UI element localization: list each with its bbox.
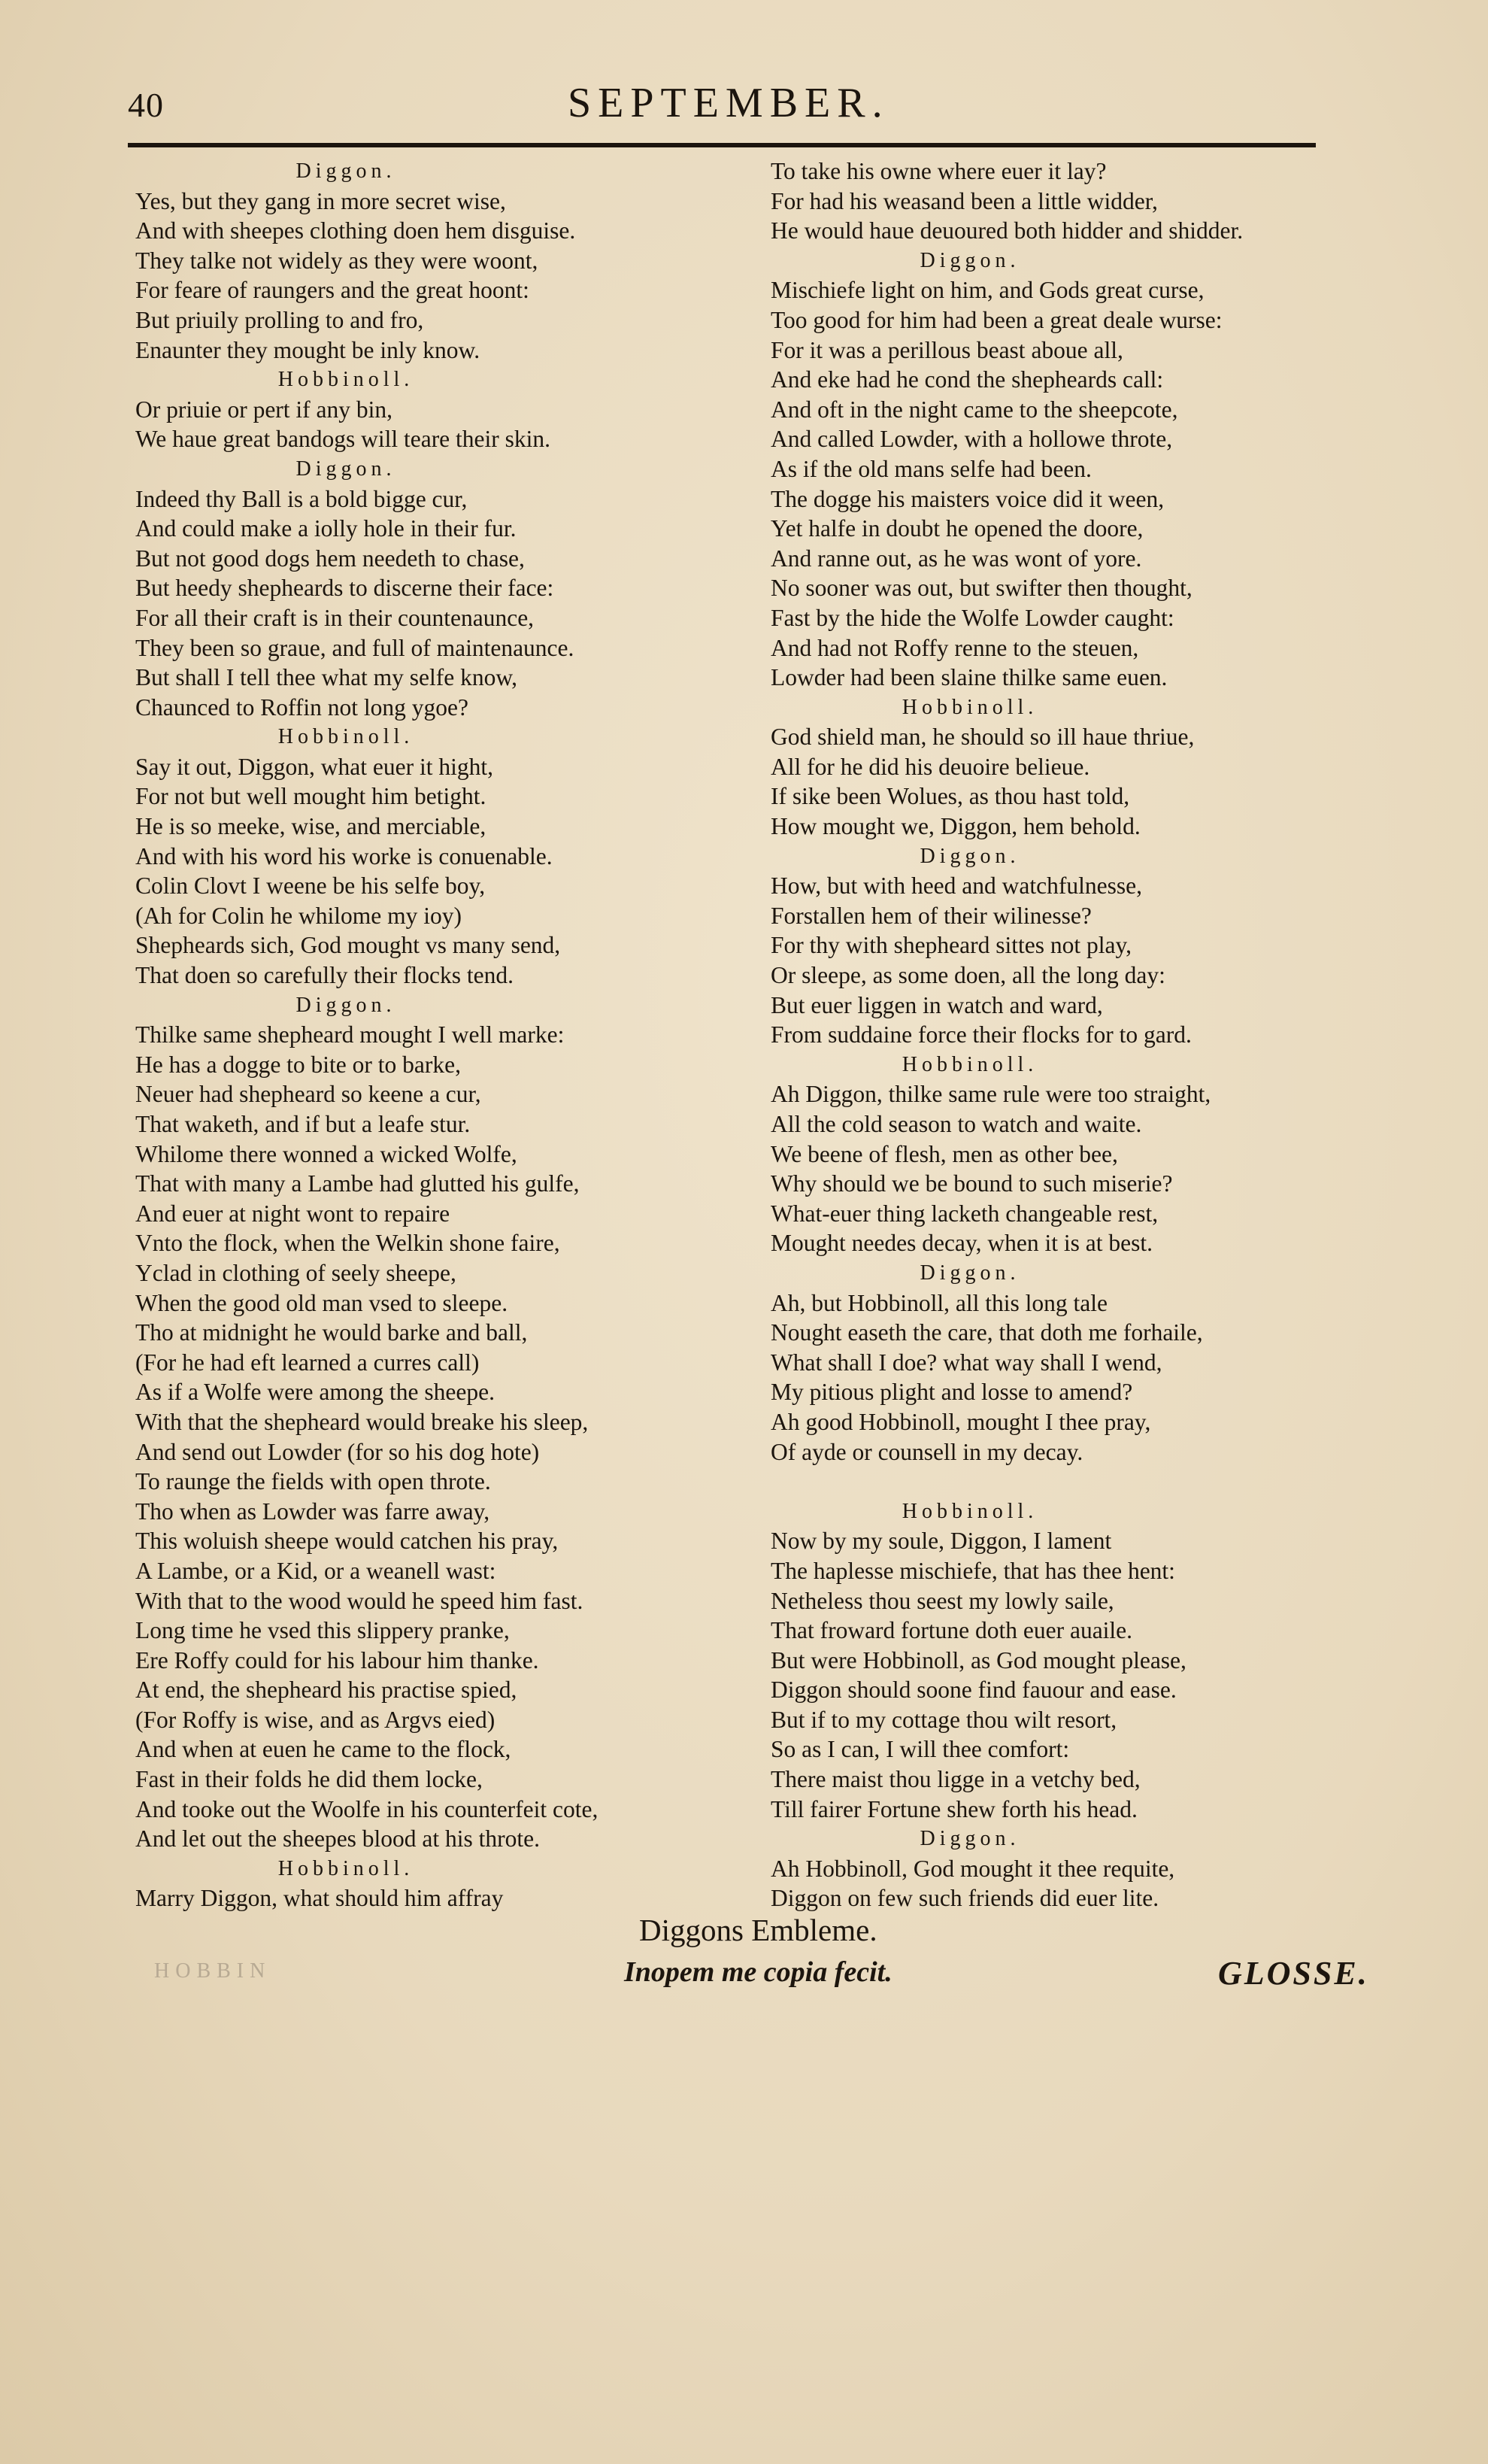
verse-line: Diggon should soone find fauour and ease. <box>771 1677 1177 1704</box>
verse-line: There maist thou ligge in a vetchy bed, <box>771 1766 1141 1793</box>
verse-line: For thy with shepheard sittes not play, <box>771 932 1132 959</box>
verse-line: Shepheards sich, God mought vs many send, <box>135 932 561 959</box>
verse-line: And tooke out the Woolfe in his counterfeit cote, <box>135 1795 599 1822</box>
verse-line: Of ayde or counsell in my decay. <box>771 1438 1083 1465</box>
verse-line: Nought easeth the care, that doth me forhaile, <box>771 1319 1203 1346</box>
verse-line: Lowder had been slaine thilke same euen. <box>771 664 1168 691</box>
verse-line: And with his word his worke is conuenable. <box>135 842 553 869</box>
emblem-motto: Inopem me copia fecit. <box>624 1956 892 1988</box>
verse-line: My pitious plight and losse to amend? <box>771 1379 1133 1406</box>
verse-line: Ah, but Hobbinoll, all this long tale <box>771 1289 1108 1316</box>
verse-line: Ah Hobbinoll, God mought it thee requite, <box>771 1855 1175 1882</box>
verse-line: And called Lowder, with a hollowe throte, <box>771 426 1173 453</box>
verse-line: They been so graue, and full of maintenaunce. <box>135 634 574 661</box>
verse-line: Say it out, Diggon, what euer it hight, <box>135 753 493 780</box>
verse-line: (For Roffy is wise, and as Argvs eied) <box>135 1706 495 1733</box>
verse-line: (Ah for Colin he whilome my ioy) <box>135 902 462 929</box>
verse-line: We beene of flesh, men as other bee, <box>771 1140 1118 1167</box>
verse-line: For not but well mought him betight. <box>135 783 486 810</box>
verse-line: All for he did his deuoire belieue. <box>771 753 1090 780</box>
verse-line: To take his owne where euer it lay? <box>771 158 1107 184</box>
verse-line: Forstallen hem of their wilinesse? <box>771 902 1092 929</box>
emblem-title: Diggons Embleme. <box>639 1913 877 1947</box>
verse-line: From suddaine force their flocks for to gard. <box>771 1021 1192 1048</box>
verse-line: When the good old man vsed to sleepe. <box>135 1289 508 1316</box>
speaker-label: Diggon. <box>295 993 396 1017</box>
verse-line: (For he had eft learned a curres call) <box>135 1349 480 1376</box>
verse-line: But heedy shepheards to discerne their face: <box>135 575 554 602</box>
bleed-through-text: HOBBIN <box>154 1959 271 1983</box>
verse-line: He has a dogge to bite or to barke, <box>135 1051 461 1078</box>
verse-line: So as I can, I will thee comfort: <box>771 1736 1070 1763</box>
verse-line: And with sheepes clothing doen hem disguise. <box>135 217 576 244</box>
verse-line: They talke not widely as they were woont, <box>135 247 538 274</box>
verse-line: He would haue deuoured both hidder and shidder. <box>771 217 1244 244</box>
verse-line: The haplesse mischiefe, that has thee hent: <box>771 1557 1175 1584</box>
verse-line: For feare of raungers and the great hoont: <box>135 277 529 304</box>
speaker-label: Hobbinoll. <box>277 368 414 392</box>
speaker-label: Diggon. <box>920 1261 1020 1285</box>
speaker-label: Hobbinoll. <box>902 1499 1038 1523</box>
verse-line: But if to my cottage thou wilt resort, <box>771 1706 1117 1733</box>
verse-line: Neuer had shepheard so keene a cur, <box>135 1081 481 1108</box>
verse-line: To raunge the fields with open throte. <box>135 1468 491 1495</box>
verse-line: But were Hobbinoll, as God mought please, <box>771 1646 1186 1674</box>
page-number: 40 <box>128 86 164 124</box>
page-header <box>128 71 1406 132</box>
verse-line: And oft in the night came to the sheepcote, <box>771 396 1178 423</box>
verse-line: Tho when as Lowder was farre away, <box>135 1498 490 1525</box>
speaker-label: Diggon. <box>295 159 396 183</box>
verse-line: Fast by the hide the Wolfe Lowder caught: <box>771 604 1174 631</box>
verse-line: And when at euen he came to the flock, <box>135 1736 511 1763</box>
verse-line: Fast in their folds he did them locke, <box>135 1766 483 1793</box>
verse-line: What shall I doe? what way shall I wend, <box>771 1349 1162 1376</box>
verse-line: And eke had he cond the shepheards call: <box>771 366 1164 393</box>
verse-line: What-euer thing lacketh changeable rest, <box>771 1200 1159 1227</box>
verse-line: But euer liggen in watch and ward, <box>771 991 1103 1018</box>
right-column <box>771 156 1342 1913</box>
verse-line: But priuily prolling to and fro, <box>135 306 424 333</box>
verse-line: And let out the sheepes blood at his throte. <box>135 1825 541 1853</box>
verse-line: Tho at midnight he would barke and ball, <box>135 1319 528 1346</box>
verse-line: Or sleepe, as some doen, all the long day: <box>771 962 1165 989</box>
verse-line: That doen so carefully their flocks tend. <box>135 962 514 989</box>
verse-line: Colin Clovt I weene be his selfe boy, <box>135 872 486 900</box>
verse-line: As if the old mans selfe had been. <box>771 455 1092 482</box>
speaker-label: Hobbinoll. <box>902 1052 1038 1076</box>
speaker-label: Diggon. <box>920 1827 1020 1851</box>
running-title: SEPTEMBER. <box>568 80 889 126</box>
verse-line: Ah good Hobbinoll, mought I thee pray, <box>771 1408 1151 1435</box>
verse-line: And send out Lowder (for so his dog hote) <box>135 1438 540 1465</box>
speaker-label: Hobbinoll. <box>277 725 414 749</box>
verse-line: No sooner was out, but swifter then thought, <box>771 575 1193 602</box>
verse-line: But not good dogs hem needeth to chase, <box>135 545 525 572</box>
speaker-label: Diggon. <box>920 844 1020 868</box>
verse-line: God shield man, he should so ill haue thriue, <box>771 724 1195 751</box>
verse-line: He is so meeke, wise, and merciable, <box>135 813 486 840</box>
left-column <box>135 156 647 1913</box>
verse-line: How mought we, Diggon, hem behold. <box>771 813 1141 840</box>
header-rule <box>128 143 1316 147</box>
verse-line: Too good for him had been a great deale wurse: <box>771 306 1223 333</box>
verse-line: Diggon on few such friends did euer lite. <box>771 1885 1159 1912</box>
verse-line: All the cold season to watch and waite. <box>771 1111 1142 1137</box>
verse-line: A Lambe, or a Kid, or a weanell wast: <box>135 1557 496 1584</box>
verse-line: The dogge his maisters voice did it ween, <box>771 485 1165 512</box>
speaker-label: Hobbinoll. <box>902 695 1038 719</box>
verse-line: With that the shepheard would breake his sleep, <box>135 1408 589 1435</box>
verse-line: With that to the wood would he speed him fast. <box>135 1587 583 1614</box>
verse-line: Vnto the flock, when the Welkin shone faire, <box>135 1230 560 1257</box>
verse-line: How, but with heed and watchfulnesse, <box>771 872 1142 900</box>
verse-line: Thilke same shepheard mought I well marke: <box>135 1021 565 1048</box>
verse-line: Chaunced to Roffin not long ygoe? <box>135 693 468 721</box>
verse-line: Or priuie or pert if any bin, <box>135 396 393 423</box>
verse-line: Marry Diggon, what should him affray <box>135 1885 504 1912</box>
verse-line: Yet halfe in doubt he opened the doore, <box>771 515 1144 542</box>
verse-line: Yclad in clothing of seely sheepe, <box>135 1259 456 1286</box>
verse-line: Yes, but they gang in more secret wise, <box>135 187 506 214</box>
verse-line: As if a Wolfe were among the sheepe. <box>135 1379 495 1406</box>
verse-line: Mischiefe light on him, and Gods great curse, <box>771 277 1205 304</box>
verse-line: Indeed thy Ball is a bold bigge cur, <box>135 485 468 512</box>
verse-line: For all their craft is in their countenaunce, <box>135 604 535 631</box>
verse-line: That waketh, and if but a leafe stur. <box>135 1111 471 1137</box>
verse-line: Ere Roffy could for his labour him thanke. <box>135 1646 539 1674</box>
verse-line: Whilome there wonned a wicked Wolfe, <box>135 1140 517 1167</box>
speaker-label: Diggon. <box>295 457 396 481</box>
verse-line: That with many a Lambe had glutted his gulfe, <box>135 1170 580 1197</box>
verse-line: And could make a iolly hole in their fur. <box>135 515 517 542</box>
speaker-label: Diggon. <box>920 248 1020 272</box>
catchword-glosse: GLOSSE. <box>1218 1955 1369 1992</box>
speaker-label: Hobbinoll. <box>277 1856 414 1880</box>
verse-line: Ah Diggon, thilke same rule were too straight, <box>771 1081 1211 1108</box>
verse-line: If sike been Wolues, as thou hast told, <box>771 783 1130 810</box>
verse-line: Long time he vsed this slippery pranke, <box>135 1617 510 1644</box>
verse-line: Netheless thou seest my lowly saile, <box>771 1587 1114 1614</box>
verse-line: Enaunter they mought be inly know. <box>135 336 480 363</box>
verse-line: Mought needes decay, when it is at best. <box>771 1230 1153 1257</box>
stanza-gap <box>771 1467 1342 1497</box>
verse-line: For it was a perillous beast aboue all, <box>771 336 1123 363</box>
verse-line: And had not Roffy renne to the steuen, <box>771 634 1139 661</box>
verse-line: For had his weasand been a little widder, <box>771 187 1158 214</box>
verse-line: This woluish sheepe would catchen his pray, <box>135 1528 559 1555</box>
verse-line: And euer at night wont to repaire <box>135 1200 450 1227</box>
verse-line: Why should we be bound to such miserie? <box>771 1170 1173 1197</box>
verse-line: We haue great bandogs will teare their skin. <box>135 426 551 453</box>
verse-line: Now by my soule, Diggon, I lament <box>771 1528 1112 1555</box>
verse-line: But shall I tell thee what my selfe know, <box>135 664 517 691</box>
verse-line: At end, the shepheard his practise spied, <box>135 1677 517 1704</box>
verse-line: That froward fortune doth euer auaile. <box>771 1617 1133 1644</box>
verse-line: Till fairer Fortune shew forth his head. <box>771 1795 1138 1822</box>
verse-line: And ranne out, as he was wont of yore. <box>771 545 1142 572</box>
